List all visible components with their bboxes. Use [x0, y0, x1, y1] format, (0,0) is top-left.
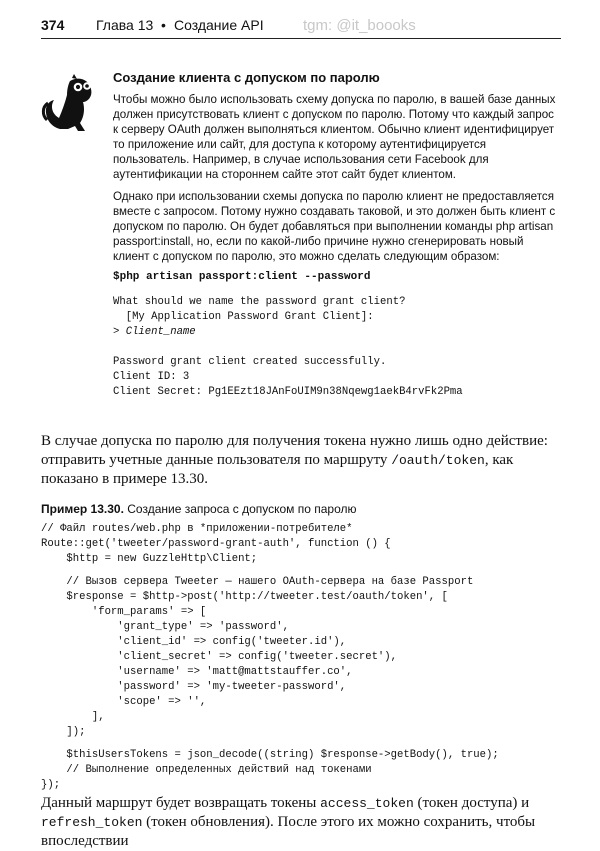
chapter-label: Глава 13	[96, 17, 154, 33]
code-line: // Вызов сервера Tweeter — нашего OAuth-сервера на базе Passport	[41, 576, 474, 588]
chapter-title: Создание API	[174, 17, 264, 33]
code-line: // Выполнение определенных действий над токенами	[41, 764, 372, 776]
command-output-line: Client ID: 3	[113, 371, 190, 383]
code-line: 'username' => 'matt@mattstauffer.co',	[41, 666, 353, 678]
code-line: 'scope' => '',	[41, 696, 207, 708]
code-line: 'client_id' => config('tweeter.id'),	[41, 636, 347, 648]
note-paragraph-1: Чтобы можно было использовать схему допуска по паролю, в вашей базе данных должен присутствовать клиент с допуском по паролю. Потому что каждый запрос к серверу OAuth должен выполняться клиентом. Обычно клиент идентифицирует то приложение или сайт, для доступа к которому аутентифицируется пользователь. Например, в случае использования сети Facebook для аутентификации на стороннем сайте этот сайт будет клиентом.	[113, 93, 556, 181]
code-blank-line	[41, 567, 561, 575]
running-header	[41, 15, 561, 37]
body-paragraph-1	[41, 432, 561, 489]
example-caption-text: Создание запроса с допуском по паролю	[123, 502, 357, 516]
page-number: 374	[41, 17, 65, 33]
code-line: $http = new GuzzleHttp\Client;	[41, 553, 258, 565]
body1-text-a: В случае допуска по паролю для получения токена нужно лишь одно действие: отправить учетные данные пользователя по маршруту	[41, 433, 548, 468]
header-rule	[41, 38, 561, 39]
code-line: // Файл routes/web.php в *приложении-потребителе*	[41, 523, 353, 535]
code-line: ],	[41, 711, 105, 723]
command-output-line: What should we name the password grant client?	[113, 296, 406, 308]
code-line: 'grant_type' => 'password',	[41, 621, 289, 633]
watermark: tgm: @it_boooks	[303, 17, 416, 34]
example-caption	[41, 502, 561, 516]
command-output-line: [My Application Password Grant Client]:	[113, 311, 374, 323]
oauth-route: /oauth/token	[391, 453, 485, 468]
code-blank-line	[41, 740, 561, 748]
code-line: });	[41, 779, 61, 791]
output-spacer	[113, 340, 561, 355]
code-line: Route::get('tweeter/password-grant-auth', function () {	[41, 538, 391, 550]
example-label: Пример 13.30.	[41, 502, 124, 516]
note-title: Создание клиента с допуском по паролю	[113, 70, 380, 85]
body2-text-c: (токен обновления). После этого их можно сохранить, чтобы впоследствии	[41, 814, 536, 849]
code-listing	[41, 522, 561, 793]
artisan-command: $php artisan passport:client --password	[113, 271, 371, 283]
code-line: $thisUsersTokens = json_decode((string) $response->getBody(), true);	[41, 749, 499, 761]
body2-text-a: Данный маршрут будет возвращать токены	[41, 795, 321, 811]
header-bullet: •	[161, 17, 166, 33]
body-paragraph-2	[41, 794, 561, 851]
code-line: 'password' => 'my-tweeter-password',	[41, 681, 347, 693]
code-line: 'form_params' => [	[41, 606, 207, 618]
code-line: $response = $http->post('http://tweeter.test/oauth/token', [	[41, 591, 448, 603]
command-output-line: Password grant client created successfully.	[113, 356, 387, 368]
client-name-placeholder: Client_name	[125, 326, 196, 338]
command-output-line: Client Secret: Pg1EEzt18JAnFoUIM9n38Nqewg1aekB4rvFk2Pma	[113, 386, 463, 398]
prompt-prefix: >	[113, 326, 126, 338]
code-line: ]);	[41, 726, 86, 738]
note-box	[113, 70, 561, 400]
note-paragraph-2: Однако при использовании схемы допуска по паролю клиент не предоставляется вместе с запросом. Потому нужно создавать таковой, и это должен быть клиент с допуском по паролю. Он будет добавляться при выполнении команды php artisan passport:install, но, если по какой-либо причине нужно сгенерировать новый клиент с допуском по паролю, это можно сделать следующим образом:	[113, 190, 556, 263]
code-line: 'client_secret' => config('tweeter.secret'),	[41, 651, 398, 663]
body1-text-b: , как показано в примере 13.30.	[41, 452, 514, 487]
lemur-icon	[40, 73, 96, 135]
access-token-term: access_token	[320, 796, 414, 811]
body2-text-b: (токен доступа) и	[413, 795, 530, 811]
refresh-token-term: refresh_token	[41, 815, 143, 830]
command-output-prompt	[113, 325, 561, 340]
